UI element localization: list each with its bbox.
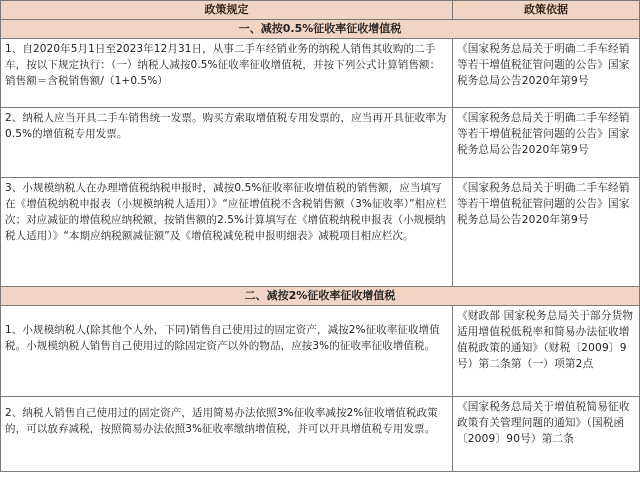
table-row [1,39,640,108]
basis-cell: 《财政部 国家税务总局关于部分货物适用增值税低税率和简易办法征收增值税政策的通知》（财税〔2009〕9号）第二条第（一）项第2点 [452,306,639,397]
policy-cell: 2、纳税人应当开具二手车销售统一发票。购买方索取增值税专用发票的，应当再开具征收率为0.5%的增值税专用发票。 [1,108,453,178]
table-row [1,108,640,178]
policy-cell: 1、自2020年5月1日至2023年12月31日，从事二手车经销业务的纳税人销售其收购的二手车，按以下规定执行：（一）纳税人减按0.5%征收率征收增值税，并按下列公式计算销售额：销售额＝含税销售额/（1+0.5%） [1,39,453,108]
section-title-1: 一、减按0.5%征收率征收增值税 [1,20,640,39]
header-policy: 政策规定 [1,1,453,20]
basis-cell: 《国家税务总局关于增值税简易征收政策有关管理问题的通知》（国税函〔2009〕90号）第二条 [452,397,639,472]
section-title-2: 二、减按2%征收率征收增值税 [1,287,640,306]
table-row [1,178,640,287]
table-row [1,306,640,397]
policy-cell: 3、小规模纳税人在办理增值税纳税申报时，减按0.5%征收率征收增值税的销售额，应当填写在《增值税纳税申报表（小规模纳税人适用）》“应征增值税不含税销售额（3%征收率）”相应栏次；对应减征的增值税应纳税额，按销售额的2.5%计算填写在《增值税纳税申报表（小规模纳税人适用）》“本期应纳税额减征额”及《增值税减免税申报明细表》减税项目相应栏次。 [1,178,453,287]
policy-cell: 2、纳税人销售自己使用过的固定资产，适用简易办法依照3%征收率减按2%征收增值税政策的，可以放弃减税，按照简易办法依照3%征收率缴纳增值税，并可以开具增值税专用发票。 [1,397,453,472]
section-header-row [1,287,640,306]
basis-cell: 《国家税务总局关于明确二手车经销等若干增值税征管问题的公告》国家税务总局公告2020年第9号 [452,39,639,108]
section-header-row [1,20,640,39]
table-header-row [1,1,640,20]
table-row [1,397,640,472]
basis-cell: 《国家税务总局关于明确二手车经销等若干增值税征管问题的公告》国家税务总局公告2020年第9号 [452,178,639,287]
header-basis: 政策依据 [452,1,639,20]
basis-cell: 《国家税务总局关于明确二手车经销等若干增值税征管问题的公告》国家税务总局公告2020年第9号 [452,108,639,178]
policy-cell: 1、小规模纳税人(除其他个人外，下同)销售自己使用过的固定资产，减按2%征收率征收增值税。小规模纳税人销售自己使用过的除固定资产以外的物品，应按3%的征收率征收增值税。 [1,306,453,397]
